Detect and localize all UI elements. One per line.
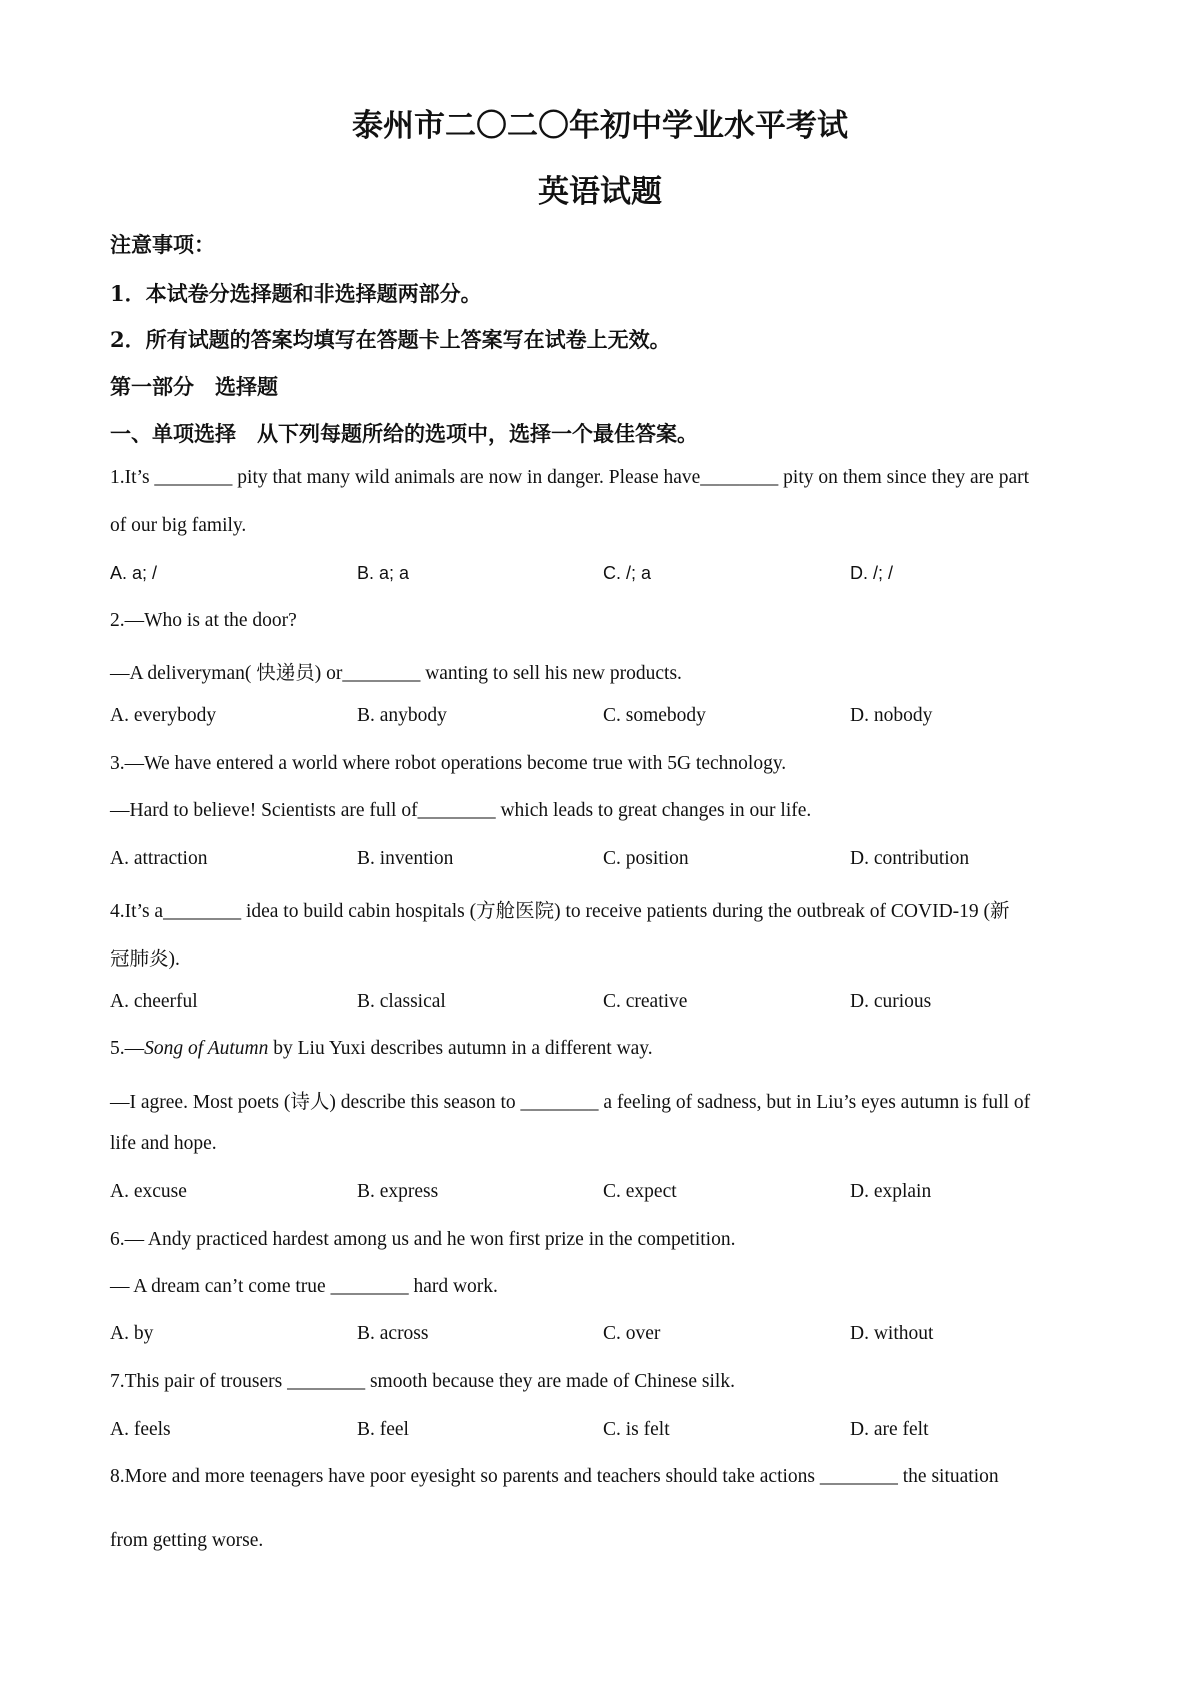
question-1-option-b: B. a; a [357, 563, 410, 583]
poem-title: Song of Autumn [144, 1038, 269, 1059]
question-7-option-b: B. feel [357, 1419, 409, 1440]
question-5-line-1 [110, 1038, 653, 1060]
section-heading: 一、单项选择 从下列每题所给的选项中，选择一个最佳答案。 [110, 421, 698, 446]
note-item: 1．本试卷分选择题和非选择题两部分。 [110, 281, 482, 306]
question-5-option-a: A. excuse [110, 1181, 187, 1202]
question-3-option-b: B. invention [357, 848, 454, 869]
question-1-option-a: A. a; / [110, 563, 158, 583]
question-1-option-c: C. /; a [603, 563, 652, 583]
question-3-option-a: A. attraction [110, 848, 208, 869]
question-7-option-a: A. feels [110, 1419, 171, 1440]
notes-heading: 注意事项： [110, 232, 215, 257]
question-6-line-2: — A dream can’t come true ________ hard work. [110, 1276, 498, 1297]
question-3-option-c: C. position [603, 848, 689, 869]
question-4-option-c: C. creative [603, 991, 688, 1012]
question-6-option-b: B. across [357, 1323, 429, 1344]
question-4-line-2: 冠肺炎). [110, 949, 180, 970]
question-7-option-d: D. are felt [850, 1419, 929, 1440]
question-5-option-d: D. explain [850, 1181, 932, 1202]
exam-subtitle: 英语试题 [538, 174, 662, 210]
question-1-line-1: 1.It’s ________ pity that many wild animals are now in danger. Please have________ pity on them since they are part [110, 467, 1030, 488]
question-2-line-2: —A deliveryman( 快递员) or________ wanting to sell his new products. [110, 663, 682, 684]
question-3-line-1: 3.—We have entered a world where robot operations become true with 5G technology. [110, 753, 787, 774]
question-6-option-a: A. by [110, 1323, 154, 1344]
question-2-option-a: A. everybody [110, 705, 217, 726]
question-5-line-2: —I agree. Most poets (诗人) describe this season to ________ a feeling of sadness, but in Liu’s eyes autumn is full of [110, 1092, 1031, 1113]
question-5-prefix: 5.— [110, 1038, 145, 1059]
question-2-line-1: 2.—Who is at the door? [110, 610, 297, 631]
question-7-option-c: C. is felt [603, 1419, 670, 1440]
question-1-option-d: D. /; / [850, 563, 894, 583]
question-3-option-d: D. contribution [850, 848, 970, 869]
question-8-line-2: from getting worse. [110, 1530, 264, 1551]
question-8-line-1: 8.More and more teenagers have poor eyesight so parents and teachers should take actions ________ the situation [110, 1466, 999, 1487]
question-4-option-d: D. curious [850, 991, 932, 1012]
question-5-option-c: C. expect [603, 1181, 677, 1202]
part-title: 第一部分 选择题 [110, 374, 278, 399]
question-3-line-2: —Hard to believe! Scientists are full of________ which leads to great changes in our life. [110, 800, 812, 821]
question-1-line-2: of our big family. [110, 515, 247, 536]
question-6-option-c: C. over [603, 1323, 661, 1344]
question-5-suffix: by Liu Yuxi describes autumn in a different way. [268, 1038, 653, 1059]
question-4-option-a: A. cheerful [110, 991, 198, 1012]
question-6-option-d: D. without [850, 1323, 934, 1344]
question-5-option-b: B. express [357, 1181, 439, 1202]
question-4-line-1: 4.It’s a________ idea to build cabin hospitals (方舱医院) to receive patients during the outbreak of COVID-19 (新 [110, 901, 1010, 922]
question-2-option-d: D. nobody [850, 705, 933, 726]
note-item: 2．所有试题的答案均填写在答题卡上答案写在试卷上无效。 [110, 327, 671, 352]
question-2-option-b: B. anybody [357, 705, 447, 726]
exam-title: 泰州市二〇二〇年初中学业水平考试 [352, 108, 848, 144]
question-2-option-c: C. somebody [603, 705, 706, 726]
question-4-option-b: B. classical [357, 991, 446, 1012]
question-5-line-3: life and hope. [110, 1133, 217, 1154]
question-7-line-1: 7.This pair of trousers ________ smooth because they are made of Chinese silk. [110, 1371, 735, 1392]
question-6-line-1: 6.— Andy practiced hardest among us and he won first prize in the competition. [110, 1229, 736, 1250]
